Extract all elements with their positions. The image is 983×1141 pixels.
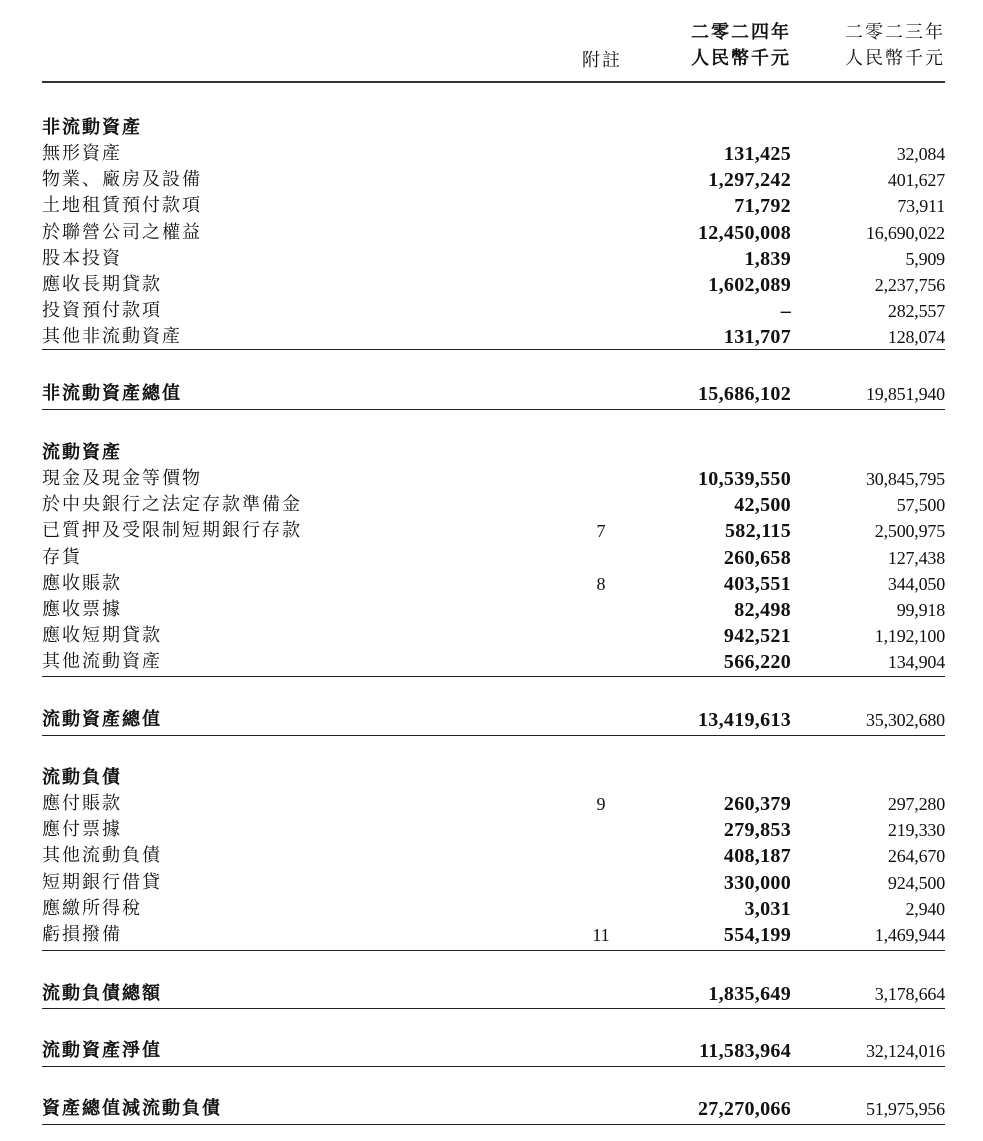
line-item-label: 於中央銀行之法定存款準備金	[42, 494, 302, 516]
total-value-2023: 51,975,956	[865, 1099, 945, 1119]
line-item-label: 投資預付款項	[42, 300, 162, 322]
line-item-label: 其他流動資產	[42, 651, 162, 673]
line-item-value-2023: 401,627	[887, 170, 945, 191]
total-label: 資產總值減流動負債	[42, 1098, 222, 1119]
total-value-2023: 3,178,664	[874, 984, 945, 1004]
line-item-value-2023: 2,500,975	[874, 521, 945, 542]
line-item-label: 物業、廠房及設備	[42, 169, 202, 191]
line-item-label: 短期銀行借貸	[42, 871, 162, 893]
line-item-value-2024: 131,425	[723, 143, 791, 165]
line-item-value-2024: 1,602,089	[708, 274, 791, 296]
line-item-value-2023: 2,940	[905, 898, 945, 919]
line-item-row	[0, 896, 983, 922]
line-item-label: 虧損撥備	[42, 924, 122, 945]
line-item-row	[0, 220, 983, 246]
line-item-row	[0, 870, 983, 896]
total-value-2024: 15,686,102	[698, 383, 791, 405]
line-item-value-2023: 127,438	[887, 547, 945, 568]
line-item-label: 股本投資	[42, 247, 122, 269]
total-value-2024: 1,835,649	[708, 983, 791, 1005]
total-value-2023: 32,124,016	[865, 1041, 945, 1061]
line-item-label: 土地租賃預付款項	[42, 195, 202, 217]
line-item-label: 於聯營公司之權益	[42, 221, 202, 243]
line-item-value-2023: 219,330	[887, 820, 945, 841]
line-item-row	[0, 466, 983, 492]
line-item-row	[0, 571, 983, 597]
subtotal-divider	[42, 349, 945, 350]
line-item-row	[0, 324, 983, 350]
total-row	[0, 981, 983, 1007]
line-item-value-2023: 924,500	[887, 872, 945, 893]
line-item-row	[0, 167, 983, 193]
total-label: 流動資產淨值	[42, 1040, 162, 1061]
line-item-value-2023: 134,904	[887, 652, 945, 673]
line-item-value-2024: 12,450,008	[698, 221, 791, 244]
line-item-value-2023: 73,911	[897, 196, 945, 217]
subtotal-divider	[42, 676, 945, 677]
line-item-value-2024: 279,853	[723, 819, 791, 842]
line-item-note: 9	[596, 794, 606, 814]
total-value-2023: 35,302,680	[865, 710, 945, 730]
total-row	[0, 381, 983, 407]
line-item-note: 11	[592, 925, 610, 945]
line-item-value-2024: 42,500	[734, 494, 791, 517]
line-item-value-2024: 260,379	[723, 793, 791, 815]
total-divider	[42, 1008, 945, 1009]
line-item-value-2023: 30,845,795	[865, 469, 945, 489]
line-item-value-2024: 1,839	[744, 247, 791, 270]
line-item-label: 已質押及受限制短期銀行存款	[42, 520, 302, 542]
line-item-row	[0, 649, 983, 675]
line-item-row	[0, 922, 983, 948]
line-item-row	[0, 545, 983, 571]
note-column-header: 附註	[582, 50, 622, 71]
total-label: 流動資產總值	[42, 709, 162, 730]
line-item-value-2024: 131,707	[723, 326, 791, 349]
total-divider	[42, 1066, 945, 1067]
line-item-value-2024: 942,521	[723, 625, 791, 648]
line-item-value-2023: 32,084	[896, 144, 945, 164]
line-item-label: 應繳所得稅	[42, 897, 142, 919]
line-item-label: 無形資產	[42, 143, 122, 164]
line-item-value-2024: 582,115	[725, 520, 791, 543]
year-2023-currency-header: 人民幣千元	[845, 48, 945, 69]
line-item-value-2023: 344,050	[887, 573, 945, 594]
line-item-label: 應收賬款	[42, 572, 122, 594]
line-item-label: 應收短期貸款	[42, 625, 162, 647]
line-item-label: 其他非流動資產	[42, 326, 182, 348]
line-item-row	[0, 298, 983, 324]
total-label: 流動負債總額	[42, 983, 162, 1004]
line-item-label: 應付賬款	[42, 793, 122, 814]
line-item-value-2024: 1,297,242	[708, 169, 791, 192]
line-item-row	[0, 246, 983, 272]
line-item-value-2024: 82,498	[734, 599, 791, 621]
line-item-label: 存貨	[42, 546, 82, 568]
line-item-value-2024: 554,199	[723, 924, 791, 946]
line-item-value-2024: –	[780, 300, 791, 323]
line-item-row	[0, 791, 983, 817]
line-item-value-2024: 408,187	[723, 845, 791, 868]
line-item-value-2024: 260,658	[723, 546, 791, 569]
line-item-row	[0, 193, 983, 219]
total-value-2024: 13,419,613	[698, 709, 791, 731]
total-value-2024: 27,270,066	[698, 1098, 791, 1120]
subtotal-divider	[42, 950, 945, 951]
section-heading	[0, 115, 983, 141]
section-heading	[0, 440, 983, 466]
section-heading-label: 流動資產	[42, 442, 122, 463]
line-item-row	[0, 623, 983, 649]
total-row	[0, 707, 983, 733]
line-item-row	[0, 843, 983, 869]
line-item-value-2023: 2,237,756	[874, 275, 945, 295]
total-divider	[42, 735, 945, 736]
line-item-value-2023: 264,670	[887, 846, 945, 867]
total-divider	[42, 409, 945, 410]
line-item-value-2023: 1,192,100	[874, 626, 945, 647]
net-current-assets-row	[0, 1038, 983, 1064]
line-item-label: 應收長期貸款	[42, 274, 162, 295]
year-2024-header: 二零二四年	[691, 22, 791, 43]
section-heading-label: 流動負債	[42, 767, 122, 788]
section-heading-label: 非流動資產	[42, 117, 142, 138]
year-2024-currency-header: 人民幣千元	[691, 48, 791, 69]
line-item-value-2023: 128,074	[887, 327, 945, 348]
total-value-2023: 19,851,940	[865, 384, 945, 404]
line-item-value-2023: 282,557	[887, 301, 945, 322]
line-item-value-2024: 10,539,550	[698, 468, 791, 490]
line-item-row	[0, 272, 983, 298]
line-item-value-2023: 1,469,944	[874, 925, 945, 945]
line-item-note: 7	[596, 521, 606, 542]
line-item-row	[0, 141, 983, 167]
total-assets-less-liabilities-row	[0, 1096, 983, 1122]
line-item-value-2024: 3,031	[744, 897, 791, 920]
line-item-value-2023: 57,500	[896, 495, 945, 516]
line-item-value-2023: 5,909	[905, 248, 945, 269]
line-item-label: 應付票據	[42, 819, 122, 841]
line-item-value-2024: 403,551	[723, 572, 791, 595]
line-item-value-2023: 16,690,022	[865, 222, 945, 243]
line-item-value-2024: 71,792	[734, 195, 791, 218]
line-item-label: 應收票據	[42, 599, 122, 620]
line-item-value-2023: 297,280	[887, 794, 945, 814]
line-item-row	[0, 597, 983, 623]
line-item-note: 8	[596, 573, 606, 594]
total-label: 非流動資產總值	[42, 383, 182, 404]
year-2023-header: 二零二三年	[845, 22, 945, 43]
line-item-value-2023: 99,918	[896, 600, 945, 620]
section-heading	[0, 765, 983, 791]
header-divider	[42, 81, 945, 83]
line-item-row	[0, 817, 983, 843]
line-item-label: 其他流動負債	[42, 845, 162, 867]
total-divider	[42, 1124, 945, 1125]
total-value-2024: 11,583,964	[699, 1040, 791, 1062]
line-item-value-2024: 566,220	[723, 651, 791, 674]
line-item-value-2024: 330,000	[723, 871, 791, 894]
line-item-row	[0, 492, 983, 518]
line-item-label: 現金及現金等價物	[42, 468, 202, 489]
line-item-row	[0, 518, 983, 544]
